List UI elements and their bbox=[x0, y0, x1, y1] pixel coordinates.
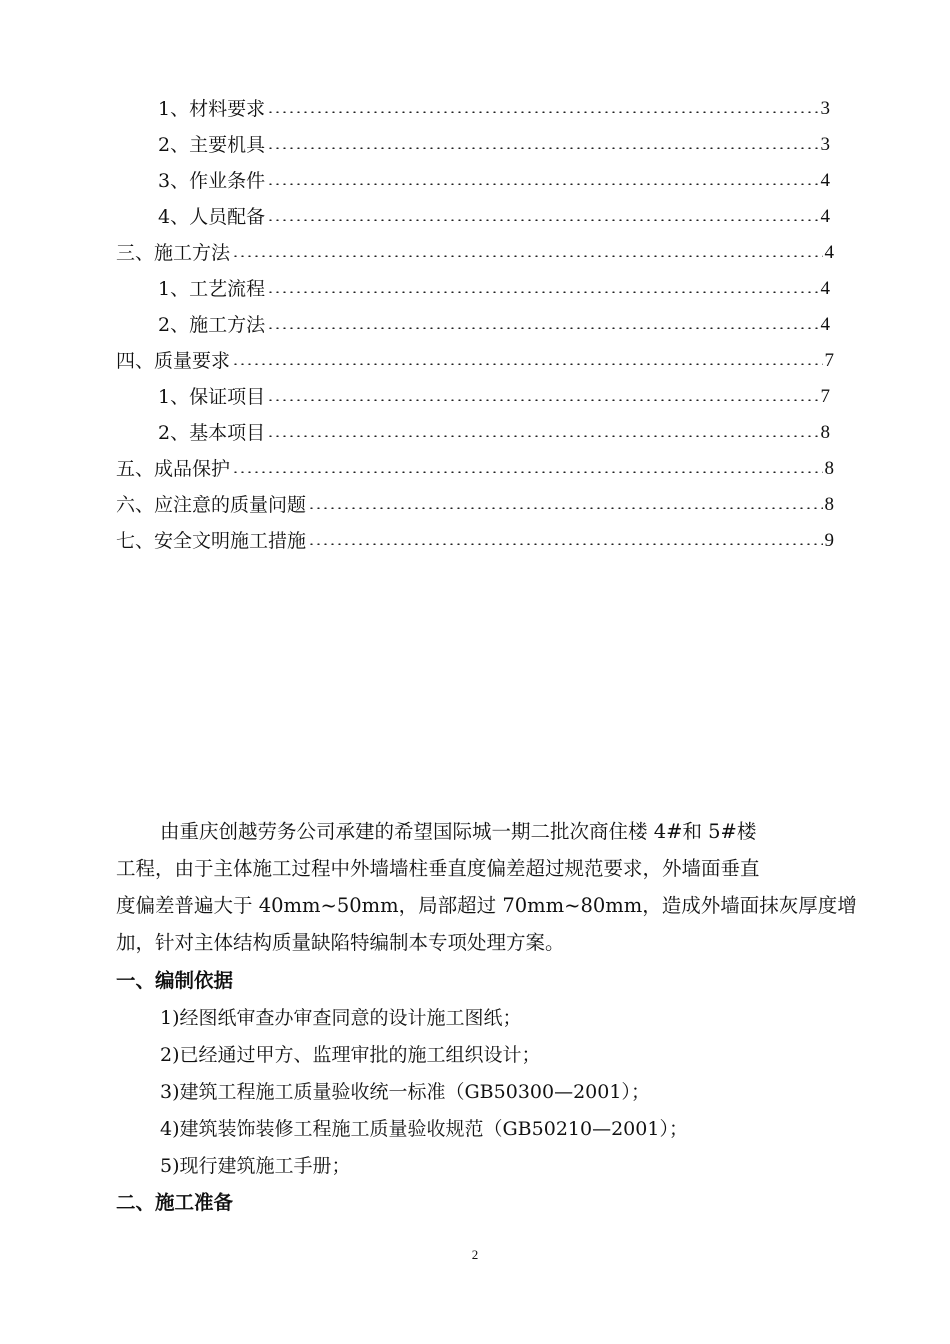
toc-dot-leader bbox=[267, 183, 818, 185]
toc-entry[interactable] bbox=[116, 490, 834, 520]
toc-entry-label: 六、应注意的质量问题 bbox=[116, 494, 307, 516]
paragraph-line: 工程，由于主体施工过程中外墙墙柱垂直度偏差超过规范要求，外墙面垂直 bbox=[116, 857, 760, 880]
toc-entry-label: 五、成品保护 bbox=[116, 458, 231, 480]
toc-entry[interactable] bbox=[158, 310, 830, 340]
section-heading: 一、编制依据 bbox=[116, 969, 234, 992]
paragraph-line: 度偏差普遍大于 40mm~50mm，局部超过 70mm~80mm，造成外墙面抹灰厚度增 bbox=[116, 894, 857, 917]
toc-entry-label: 四、质量要求 bbox=[116, 350, 231, 372]
page-number: 2 bbox=[471, 1247, 479, 1262]
toc-entry-label: 七、安全文明施工措施 bbox=[116, 530, 307, 552]
paragraph-line: 由重庆创越劳务公司承建的希望国际城一期二批次商住楼 4#和 5#楼 bbox=[160, 820, 757, 843]
intro-paragraph bbox=[116, 813, 857, 961]
toc-dot-leader bbox=[232, 255, 822, 257]
toc-entry[interactable] bbox=[158, 130, 830, 160]
toc-entry-page: 7 bbox=[824, 350, 834, 371]
toc-entry-label: 1、工艺流程 bbox=[158, 278, 266, 300]
toc-entry-page: 8 bbox=[824, 458, 834, 479]
toc-entry-page: 3 bbox=[820, 134, 830, 155]
toc-dot-leader bbox=[267, 327, 818, 329]
toc-entry-label: 2、施工方法 bbox=[158, 314, 266, 336]
toc-entry[interactable] bbox=[158, 202, 830, 232]
toc-dot-leader bbox=[267, 435, 818, 437]
toc-entry-page: 7 bbox=[820, 386, 830, 407]
toc-dot-leader bbox=[232, 363, 822, 365]
paragraph-line: 加，针对主体结构质量缺陷特编制本专项处理方案。 bbox=[116, 931, 565, 954]
toc-dot-leader bbox=[267, 111, 818, 113]
toc-entry[interactable] bbox=[158, 166, 830, 196]
toc-entry-label: 1、保证项目 bbox=[158, 386, 266, 408]
toc-entry-label: 3、作业条件 bbox=[158, 170, 266, 192]
basis-list-item: 2)已经通过甲方、监理审批的施工组织设计； bbox=[160, 1044, 541, 1066]
toc-entry[interactable] bbox=[158, 382, 830, 412]
toc-entry-label: 1、材料要求 bbox=[158, 98, 266, 120]
toc-dot-leader bbox=[267, 399, 818, 401]
toc-entry-page: 8 bbox=[824, 494, 834, 515]
toc-entry-page: 4 bbox=[820, 314, 830, 335]
toc-entry-page: 9 bbox=[824, 530, 834, 551]
toc-entry[interactable] bbox=[116, 346, 834, 376]
section-heading: 二、施工准备 bbox=[116, 1191, 234, 1214]
toc-dot-leader bbox=[308, 507, 822, 509]
toc-entry[interactable] bbox=[158, 274, 830, 304]
toc-dot-leader bbox=[267, 219, 818, 221]
toc-entry-page: 4 bbox=[820, 278, 830, 299]
toc-entry[interactable] bbox=[116, 454, 834, 484]
toc-dot-leader bbox=[267, 147, 818, 149]
toc-entry-page: 4 bbox=[820, 206, 830, 227]
toc-entry[interactable] bbox=[158, 94, 830, 124]
basis-list-item: 5)现行建筑施工手册； bbox=[160, 1155, 351, 1177]
toc-dot-leader bbox=[232, 471, 822, 473]
toc-dot-leader bbox=[267, 291, 818, 293]
toc-entry[interactable] bbox=[158, 418, 830, 448]
toc-entry[interactable] bbox=[116, 526, 834, 556]
toc-entry-page: 4 bbox=[820, 170, 830, 191]
toc-entry-label: 2、基本项目 bbox=[158, 422, 266, 444]
toc-entry-page: 4 bbox=[824, 242, 834, 263]
toc-entry[interactable] bbox=[116, 238, 834, 268]
toc-dot-leader bbox=[308, 543, 822, 545]
toc-entry-label: 2、主要机具 bbox=[158, 134, 266, 156]
toc-entry-label: 4、人员配备 bbox=[158, 206, 266, 228]
basis-list-item: 1)经图纸审查办审查同意的设计施工图纸； bbox=[160, 1007, 522, 1029]
toc-entry-label: 三、施工方法 bbox=[116, 242, 231, 264]
toc-entry-page: 8 bbox=[820, 422, 830, 443]
toc-entry-page: 3 bbox=[820, 98, 830, 119]
basis-list-item: 4)建筑装饰装修工程施工质量验收规范（GB50210—2001）； bbox=[160, 1118, 688, 1140]
basis-list-item: 3)建筑工程施工质量验收统一标准（GB50300—2001）； bbox=[160, 1081, 650, 1103]
